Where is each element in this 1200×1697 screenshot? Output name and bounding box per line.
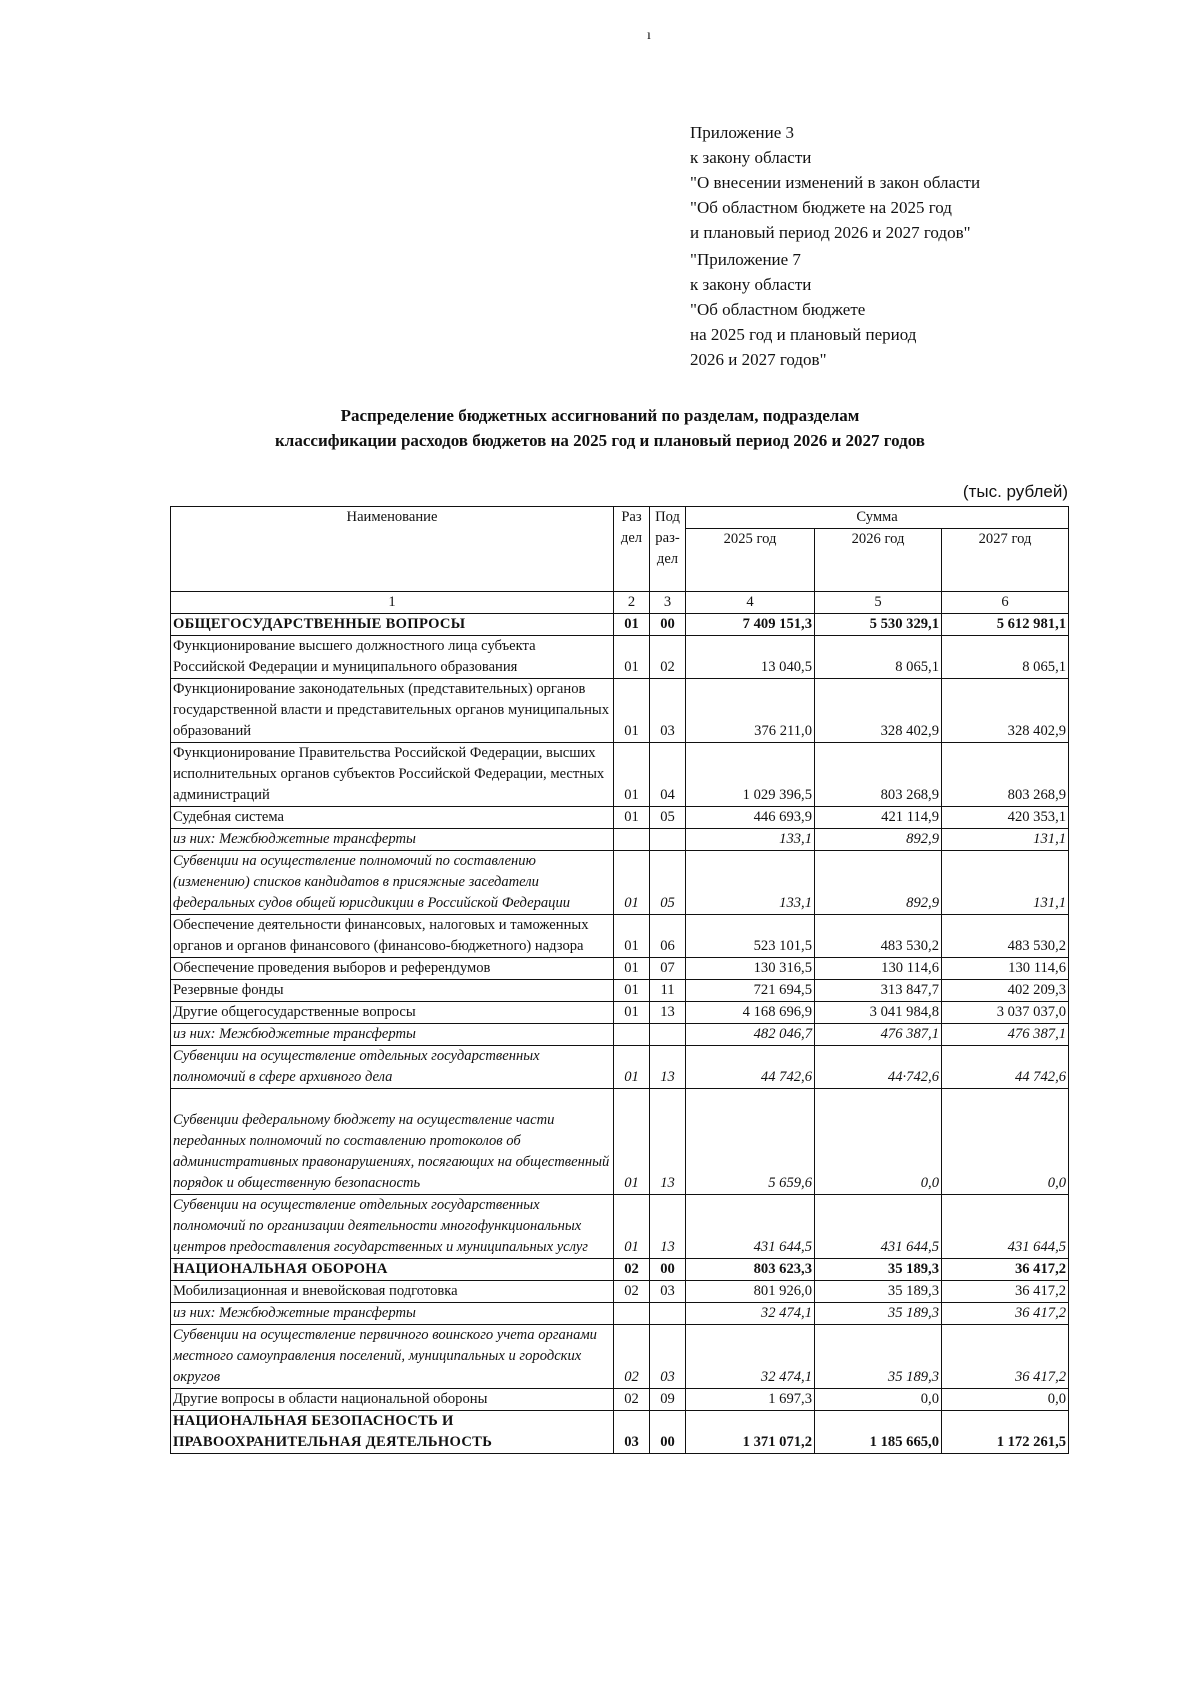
header-year-2025: 2025 год: [686, 529, 815, 592]
row-value-2026: 313 847,7: [815, 980, 942, 1002]
row-razdel: [614, 1303, 650, 1325]
row-value-2026: 35 189,3: [815, 1259, 942, 1281]
row-razdel: 01: [614, 958, 650, 980]
row-value-2026: 3 041 984,8: [815, 1002, 942, 1024]
row-podrazdel: [650, 1303, 686, 1325]
row-value-2025: 1 029 396,5: [686, 743, 815, 807]
column-number: 4: [686, 592, 815, 614]
row-razdel: 01: [614, 636, 650, 679]
row-podrazdel: 00: [650, 1259, 686, 1281]
row-value-2026: 803 268,9: [815, 743, 942, 807]
row-name: Резервные фонды: [171, 980, 614, 1002]
row-value-2025: 32 474,1: [686, 1303, 815, 1325]
row-podrazdel: [650, 829, 686, 851]
table-row: [171, 958, 1069, 980]
row-value-2025: 13 040,5: [686, 636, 815, 679]
row-value-2025: 130 316,5: [686, 958, 815, 980]
row-podrazdel: 05: [650, 851, 686, 915]
table-row: [171, 1002, 1069, 1024]
row-razdel: 01: [614, 1195, 650, 1259]
row-razdel: 01: [614, 807, 650, 829]
row-podrazdel: 07: [650, 958, 686, 980]
column-number: 3: [650, 592, 686, 614]
row-value-2025: 721 694,5: [686, 980, 815, 1002]
header-sum: Сумма: [686, 507, 1069, 529]
column-number: 5: [815, 592, 942, 614]
table-row: [171, 1389, 1069, 1411]
row-name: Функционирование высшего должностного лица субъекта Российской Федерации и муниципального образования: [171, 636, 614, 679]
row-value-2026: 0,0: [815, 1389, 942, 1411]
row-razdel: 01: [614, 1002, 650, 1024]
page-mark: ı: [647, 28, 651, 43]
row-razdel: 02: [614, 1281, 650, 1303]
document-title: [150, 403, 1050, 453]
column-numbers-row: [171, 592, 1069, 614]
row-value-2027: 1 172 261,5: [942, 1411, 1069, 1454]
row-razdel: [614, 1024, 650, 1046]
budget-table: [170, 506, 1069, 1454]
row-name: ОБЩЕГОСУДАРСТВЕННЫЕ ВОПРОСЫ: [171, 614, 614, 636]
appendix-line: "О внесении изменений в закон области: [690, 173, 981, 192]
row-value-2026: 8 065,1: [815, 636, 942, 679]
row-value-2027: 36 417,2: [942, 1259, 1069, 1281]
row-value-2025: 133,1: [686, 851, 815, 915]
unit-label: (тыс. рублей): [962, 482, 1068, 501]
row-value-2027: 483 530,2: [942, 915, 1069, 958]
row-podrazdel: 11: [650, 980, 686, 1002]
row-podrazdel: 06: [650, 915, 686, 958]
row-name: Функционирование Правительства Российской Федерации, высших исполнительных органов субъектов Российской Федерации, местных администраций: [171, 743, 614, 807]
row-podrazdel: 02: [650, 636, 686, 679]
appendix-line: "Об областном бюджете: [690, 300, 866, 319]
row-value-2025: 5 659,6: [686, 1089, 815, 1195]
row-value-2027: 431 644,5: [942, 1195, 1069, 1259]
appendix-line: к закону области: [690, 148, 812, 167]
header-name: Наименование: [171, 507, 614, 592]
row-razdel: 01: [614, 679, 650, 743]
row-name: Обеспечение проведения выборов и референдумов: [171, 958, 614, 980]
row-name: Субвенции на осуществление отдельных государственных полномочий в сфере архивного дела: [171, 1046, 614, 1089]
row-name: НАЦИОНАЛЬНАЯ ОБОРОНА: [171, 1259, 614, 1281]
row-value-2025: 482 046,7: [686, 1024, 815, 1046]
row-podrazdel: 13: [650, 1046, 686, 1089]
table-row: [171, 1303, 1069, 1325]
header-year-2026: 2026 год: [815, 529, 942, 592]
row-podrazdel: 05: [650, 807, 686, 829]
table-row: [171, 1281, 1069, 1303]
appendix-line: и плановый период 2026 и 2027 годов": [690, 223, 971, 242]
row-razdel: 01: [614, 614, 650, 636]
row-value-2025: 523 101,5: [686, 915, 815, 958]
row-name: Обеспечение деятельности финансовых, налоговых и таможенных органов и органов финансового (финансово-бюджетного) надзора: [171, 915, 614, 958]
row-value-2026: 431 644,5: [815, 1195, 942, 1259]
row-value-2026: 892,9: [815, 829, 942, 851]
row-podrazdel: 00: [650, 614, 686, 636]
table-row: [171, 851, 1069, 915]
table-row: [171, 679, 1069, 743]
row-name: Мобилизационная и вневойсковая подготовка: [171, 1281, 614, 1303]
row-value-2027: 44 742,6: [942, 1046, 1069, 1089]
row-value-2026: 35 189,3: [815, 1325, 942, 1389]
header-year-2027: 2027 год: [942, 529, 1069, 592]
row-podrazdel: 13: [650, 1195, 686, 1259]
row-razdel: 01: [614, 1089, 650, 1195]
row-name: Субвенции федеральному бюджету на осуществление части переданных полномочий по составлению протоколов об административных правонарушениях, посягающих на общественный порядок и общественную безопасность: [171, 1089, 614, 1195]
header-row: [171, 507, 1069, 529]
row-name: Функционирование законодательных (представительных) органов государственной власти и представительных органов муниципальных образований: [171, 679, 614, 743]
title-line-1: Распределение бюджетных ассигнований по разделам, подразделам: [340, 406, 860, 425]
table-row: [171, 1411, 1069, 1454]
row-value-2025: 7 409 151,3: [686, 614, 815, 636]
row-podrazdel: 00: [650, 1411, 686, 1454]
row-razdel: 01: [614, 915, 650, 958]
table-row: [171, 915, 1069, 958]
row-name: Субвенции на осуществление полномочий по составлению (изменению) списков кандидатов в присяжные заседатели федеральных судов общей юрисдикции в Российской Федерации: [171, 851, 614, 915]
row-value-2026: 5 530 329,1: [815, 614, 942, 636]
row-value-2027: 131,1: [942, 829, 1069, 851]
table-row: [171, 743, 1069, 807]
row-value-2027: 476 387,1: [942, 1024, 1069, 1046]
row-razdel: 01: [614, 1046, 650, 1089]
column-number: 1: [171, 592, 614, 614]
row-value-2027: 5 612 981,1: [942, 614, 1069, 636]
row-value-2025: 801 926,0: [686, 1281, 815, 1303]
row-podrazdel: 03: [650, 1325, 686, 1389]
row-value-2025: 4 168 696,9: [686, 1002, 815, 1024]
row-razdel: 02: [614, 1259, 650, 1281]
row-value-2025: 1 697,3: [686, 1389, 815, 1411]
row-value-2027: 131,1: [942, 851, 1069, 915]
appendix-line: Приложение 3: [690, 123, 794, 142]
appendix-line: на 2025 год и плановый период: [690, 325, 917, 344]
row-razdel: [614, 829, 650, 851]
row-value-2026: 0,0: [815, 1089, 942, 1195]
row-value-2027: 36 417,2: [942, 1281, 1069, 1303]
row-podrazdel: [650, 1024, 686, 1046]
table-row: [171, 980, 1069, 1002]
table-row: [171, 807, 1069, 829]
header-razdel: Раз дел: [614, 507, 650, 592]
row-value-2027: 402 209,3: [942, 980, 1069, 1002]
row-value-2025: 1 371 071,2: [686, 1411, 815, 1454]
row-value-2025: 32 474,1: [686, 1325, 815, 1389]
table-row: [171, 636, 1069, 679]
row-name: Субвенции на осуществление первичного воинского учета органами местного самоуправления поселений, муниципальных и городских округов: [171, 1325, 614, 1389]
appendix-line: "Приложение 7: [690, 250, 801, 269]
row-name: из них: Межбюджетные трансферты: [171, 1024, 614, 1046]
table-row: [171, 1024, 1069, 1046]
row-razdel: 01: [614, 743, 650, 807]
appendix-header: [690, 120, 980, 372]
row-podrazdel: 13: [650, 1089, 686, 1195]
row-value-2026: 476 387,1: [815, 1024, 942, 1046]
table-row: [171, 1195, 1069, 1259]
row-value-2027: 36 417,2: [942, 1303, 1069, 1325]
row-razdel: 02: [614, 1325, 650, 1389]
row-value-2027: 420 353,1: [942, 807, 1069, 829]
table-row: [171, 829, 1069, 851]
row-razdel: 03: [614, 1411, 650, 1454]
row-name: НАЦИОНАЛЬНАЯ БЕЗОПАСНОСТЬ И ПРАВООХРАНИТЕЛЬНАЯ ДЕЯТЕЛЬНОСТЬ: [171, 1411, 614, 1454]
table-row: [171, 1259, 1069, 1281]
row-value-2027: 130 114,6: [942, 958, 1069, 980]
row-value-2026: 44·742,6: [815, 1046, 942, 1089]
row-name: Судебная система: [171, 807, 614, 829]
row-value-2026: 35 189,3: [815, 1281, 942, 1303]
row-name: Другие общегосударственные вопросы: [171, 1002, 614, 1024]
row-value-2027: 36 417,2: [942, 1325, 1069, 1389]
header-podrazdel: Под раз- дел: [650, 507, 686, 592]
row-value-2027: 0,0: [942, 1389, 1069, 1411]
row-podrazdel: 03: [650, 1281, 686, 1303]
row-podrazdel: 09: [650, 1389, 686, 1411]
table-row: [171, 1325, 1069, 1389]
row-value-2026: 130 114,6: [815, 958, 942, 980]
table-row: [171, 614, 1069, 636]
row-value-2026: 483 530,2: [815, 915, 942, 958]
row-name: из них: Межбюджетные трансферты: [171, 1303, 614, 1325]
row-name: Субвенции на осуществление отдельных государственных полномочий по организации деятельности многофункциональных центров предоставления государственных и муниципальных услуг: [171, 1195, 614, 1259]
row-podrazdel: 04: [650, 743, 686, 807]
row-value-2026: 35 189,3: [815, 1303, 942, 1325]
row-value-2025: 376 211,0: [686, 679, 815, 743]
row-razdel: 02: [614, 1389, 650, 1411]
table-row: [171, 1089, 1069, 1195]
row-value-2026: 892,9: [815, 851, 942, 915]
appendix-line: "Об областном бюджете на 2025 год: [690, 198, 952, 217]
row-name: из них: Межбюджетные трансферты: [171, 829, 614, 851]
row-value-2025: 446 693,9: [686, 807, 815, 829]
appendix-line: к закону области: [690, 275, 812, 294]
row-value-2025: 803 623,3: [686, 1259, 815, 1281]
row-value-2027: 8 065,1: [942, 636, 1069, 679]
row-value-2027: 328 402,9: [942, 679, 1069, 743]
title-line-2: классификации расходов бюджетов на 2025 год и плановый период 2026 и 2027 годов: [275, 431, 925, 450]
row-value-2025: 431 644,5: [686, 1195, 815, 1259]
row-value-2026: 1 185 665,0: [815, 1411, 942, 1454]
row-podrazdel: 03: [650, 679, 686, 743]
appendix-line: 2026 и 2027 годов": [690, 350, 827, 369]
row-razdel: 01: [614, 851, 650, 915]
row-value-2027: 0,0: [942, 1089, 1069, 1195]
row-value-2027: 3 037 037,0: [942, 1002, 1069, 1024]
row-value-2027: 803 268,9: [942, 743, 1069, 807]
column-number: 2: [614, 592, 650, 614]
row-razdel: 01: [614, 980, 650, 1002]
column-number: 6: [942, 592, 1069, 614]
row-value-2025: 133,1: [686, 829, 815, 851]
row-value-2025: 44 742,6: [686, 1046, 815, 1089]
row-value-2026: 421 114,9: [815, 807, 942, 829]
row-podrazdel: 13: [650, 1002, 686, 1024]
table-row: [171, 1046, 1069, 1089]
row-value-2026: 328 402,9: [815, 679, 942, 743]
row-name: Другие вопросы в области национальной обороны: [171, 1389, 614, 1411]
